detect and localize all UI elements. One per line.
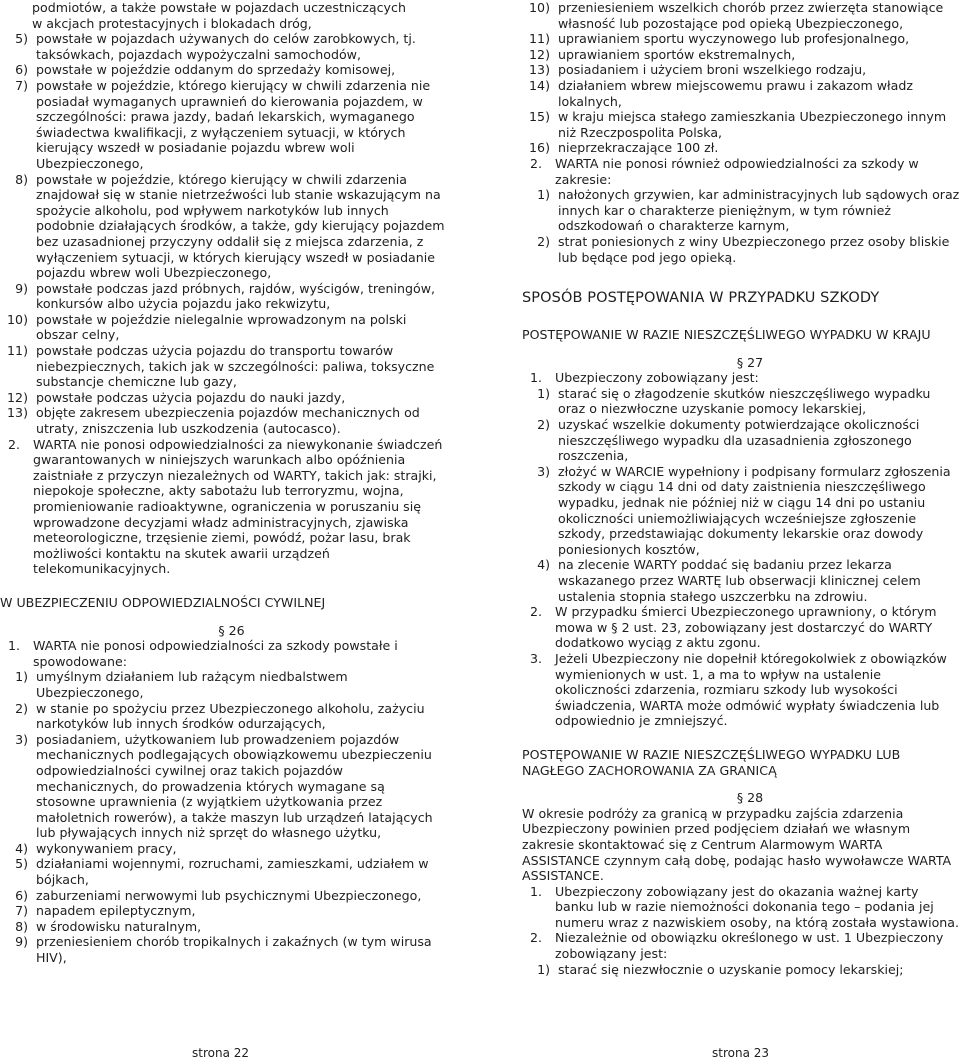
paragraph-2-item [522, 156, 960, 187]
list-item-number: 13) [529, 62, 550, 78]
section-28-intro: W okresie podróży za granicą w przypadku zajścia zdarzenia Ubezpieczony powinien przed podjęciem działań we własnym zakresie skontaktować się z Centrum Alarmowym WARTA ASSISTANCE czynnym całą dobę, podając hasło wywoławcze WARTA ASSISTANCE. [522, 805, 952, 884]
list-item-number: 9) [15, 934, 28, 950]
list-item-number: 6) [15, 62, 28, 78]
list-item-text: złożyć w WARCIE wypełniony i podpisany formularz zgłoszenia szkody w ciągu 14 dni od daty zaistnienia nieszczęśliwego wypadku, jednak nie później niż w ciągu 14 dni po ustaniu okoliczności uniemożliwiających wcześniejsze zgłoszenie szkody, przedstawiając dokumenty lekarskie oraz dowody poniesionych kosztów, [558, 463, 951, 557]
obligations-list-27 [522, 386, 960, 604]
list-item [522, 47, 960, 63]
list-item-number: 2) [537, 233, 550, 249]
section-heading-abroad: POSTĘPOWANIE W RAZIE NIESZCZĘŚLIWEGO WYPADKU LUB NAGŁEGO ZACHOROWANIA ZA GRANICĄ [522, 746, 901, 778]
list-item-number: 9) [15, 280, 28, 296]
list-item-text: objęte zakresem ubezpieczenia pojazdów mechanicznych od utraty, zniszczenia lub uszkodzenia (autocasco). [36, 405, 420, 437]
page-number-left: strona 22 [192, 1046, 250, 1060]
list-item [522, 187, 960, 234]
section-number-26: § 26 [218, 622, 245, 638]
list-item [522, 234, 960, 265]
list-item-number: 14) [529, 77, 550, 93]
page-22-column [0, 0, 445, 966]
section-heading-domestic: POSTĘPOWANIE W RAZIE NIESZCZĘŚLIWEGO WYPADKU W KRAJU [522, 327, 931, 343]
paragraph-1-item [0, 638, 445, 669]
paragraph-text: Jeżeli Ubezpieczony nie dopełnił któregokolwiek z obowiązków wymienionych w ust. 1, a ma to wpływ na ustalenie okoliczności zdarzenia, rozmiaru szkody lub wysokości świadczenia, WARTA może odmówić wypłaty świadczenia lub odpowiednio je zmniejszyć. [555, 650, 947, 729]
list-item-text: powstałe w pojeździe, którego kierujący w chwili zdarzenia nie posiadał wymaganych uprawnień do kierowania pojazdem, w szczególności: prawa jazdy, badań lekarskich, wymaganego świadectwa kwalifikacji, z wyłączeniem sytuacji, w których kierujący wszedł w posiadanie pojazdu wbrew woli Ubezpieczonego, [36, 77, 431, 171]
list-item-number: 15) [529, 109, 550, 125]
list-item [522, 417, 960, 464]
list-item-text: nieprzekraczające 100 zł. [558, 140, 719, 156]
paragraph-text: WARTA nie ponosi odpowiedzialności za szkody powstałe i spowodowane: [33, 638, 398, 669]
section-number-27: § 27 [736, 354, 764, 370]
list-item-number: 1) [537, 961, 550, 977]
list-item-number: 13) [7, 405, 28, 421]
list-item-number: 2) [537, 417, 550, 433]
list-item-text: działaniem wbrew miejscowemu prawu i zakazom władz lokalnych, [558, 77, 913, 109]
list-item-text: starać się o złagodzenie skutków nieszczęśliwego wypadku oraz o niezwłoczne uzyskanie pomocy lekarskiej, [558, 385, 931, 417]
list-item [522, 140, 960, 156]
list-item-number: 2) [15, 700, 28, 716]
list-item-text: na zlecenie WARTY poddać się badaniu przez lekarza wskazanego przez WARTĘ lub obserwacji klinicznej celem ustalenia stopnia stałego uszczerbku na zdrowiu. [558, 557, 921, 604]
list-item-text: powstałe w pojeździe nielegalnie wprowadzonym na polski obszar celny, [36, 311, 407, 343]
paragraph-text: WARTA nie ponosi odpowiedzialności za niewykonanie świadczeń gwarantowanych w niniejszych warunkach albo opóźnienia zaistniałe z przyczyn niezależnych od WARTY, takich jak: strajki, niepokoje społeczne, akty sabotażu lub terroryzmu, wojna, promieniowanie radioaktywne, ograniczenia w poruszaniu się wprowadzone decyzjami władz administracyjnych, zjawiska meteorologiczne, trzęsienie ziemi, powódź, pożar lasu, brak możliwości kontaktu na skutek awarii urządzeń telekomunikacyjnych. [33, 436, 443, 577]
exclusions-list-b [0, 669, 445, 965]
list-item [0, 888, 445, 904]
list-item-text: posiadaniem i użyciem broni wszelkiego rodzaju, [558, 62, 867, 78]
list-item [0, 405, 445, 436]
paragraph-1-item [522, 884, 960, 931]
list-item-text: nałożonych grzywien, kar administracyjnych lub sądowych oraz innych kar o charakterze pieniężnym, w tym również odszkodowań o charakterze karnym, [558, 187, 960, 234]
list-item-text: w stanie po spożyciu przez Ubezpieczonego alkoholu, zażyciu narkotyków lub innych środków odurzających, [36, 700, 425, 732]
list-item [0, 919, 445, 935]
list-item [0, 31, 445, 62]
list-item-text: przeniesieniem wszelkich chorób przez zwierzęta stanowiące własność lub pozostające pod opieką Ubezpieczonego, [558, 0, 944, 31]
list-item-text: zaburzeniami nerwowymi lub psychicznymi Ubezpieczonego, [36, 887, 422, 903]
paragraph-2-item [522, 604, 960, 651]
list-item [0, 841, 445, 857]
list-item [0, 701, 445, 732]
list-item-number: 1) [15, 669, 28, 685]
list-item-text: starać się niezwłocznie o uzyskanie pomocy lekarskiej; [558, 961, 904, 977]
list-item [0, 62, 445, 78]
section-number-28: § 28 [736, 790, 764, 806]
paragraph-2-item [0, 437, 445, 577]
list-item-number: 4) [15, 840, 28, 856]
page-23-column [522, 0, 960, 977]
list-item-text: uzyskać wszelkie dokumenty potwierdzające okoliczności nieszczęśliwego wypadku dla uzasadnienia zgłoszonego roszczenia, [558, 417, 920, 464]
list-item [522, 78, 960, 109]
list-item [522, 386, 960, 417]
list-item [522, 557, 960, 604]
list-item-text: powstałe w pojeździe oddanym do sprzedaży komisowej, [36, 62, 396, 78]
paragraph-number: 1. [529, 883, 542, 899]
paragraph-text: Ubezpieczony zobowiązany jest: [555, 370, 759, 386]
list-item-number: 16) [529, 140, 550, 156]
paragraph-number: 3. [529, 650, 542, 666]
paragraph-text: Niezależnie od obowiązku określonego w ust. 1 Ubezpieczony zobowiązany jest: [555, 930, 944, 962]
intro-line-2: w akcjach protestacyjnych i blokadach dróg, [32, 15, 312, 31]
exclusions-list-a [0, 31, 445, 436]
paragraph-1-item [522, 370, 960, 386]
list-item-text: umyślnym działaniem lub rażącym niedbalstwem Ubezpieczonego, [36, 669, 348, 700]
list-item-text: napadem epileptycznym, [36, 903, 196, 919]
list-item [0, 669, 445, 700]
list-item-number: 7) [15, 903, 28, 919]
list-item-text: posiadaniem, użytkowaniem lub prowadzeniem pojazdów mechanicznych podlegających obowiązkowemu ubezpieczeniu odpowiedzialności cywilnej oraz takich pojazdów mechanicznych, do prowadzenia których wymagane są stosowne uprawnienia (z wyjątkiem użytkowania przez małoletnich rowerów), a także maszyn lub urządzeń latających lub pływających innych niż sprzęt do własnego użytku, [36, 731, 433, 841]
list-item-number: 5) [15, 856, 28, 872]
list-item-text: w kraju miejsca stałego zamieszkania Ubezpieczonego innym niż Rzeczpospolita Polska, [558, 109, 947, 140]
list-item-number: 12) [7, 389, 28, 405]
list-item-number: 10) [529, 0, 550, 15]
list-item-number: 11) [7, 343, 28, 359]
list-item [0, 903, 445, 919]
list-item-text: uprawianiem sportu wyczynowego lub profesjonalnego, [558, 31, 910, 47]
list-item-number: 8) [15, 918, 28, 934]
list-item-text: w środowisku naturalnym, [36, 918, 202, 934]
paragraph-number: 1. [7, 638, 20, 654]
list-item-number: 3) [537, 463, 550, 479]
paragraph-2-item [522, 930, 960, 961]
paragraph-number: 2. [7, 436, 20, 452]
list-item-text: wykonywaniem pracy, [36, 840, 177, 856]
paragraph-3-item [522, 651, 960, 729]
list-item [0, 281, 445, 312]
list-item-text: przeniesieniem chorób tropikalnych i zakaźnych (w tym wirusa HIV), [36, 934, 432, 966]
list-item [522, 0, 960, 31]
list-item [522, 62, 960, 78]
list-item-text: powstałe podczas użycia pojazdu do nauki jazdy, [36, 389, 346, 405]
paragraph-number: 1. [529, 370, 542, 386]
paragraph-number: 2. [529, 604, 542, 620]
chapter-title: SPOSÓB POSTĘPOWANIA W PRZYPADKU SZKODY [522, 290, 880, 307]
list-item-number: 1) [537, 385, 550, 401]
list-item [522, 962, 960, 978]
list-item-number: 10) [7, 311, 28, 327]
list-item-number: 8) [15, 171, 28, 187]
list-item-number: 11) [529, 31, 550, 47]
list-item-number: 7) [15, 77, 28, 93]
list-item [0, 78, 445, 172]
section-heading-oc: W UBEZPIECZENIU ODPOWIEDZIALNOŚCI CYWILNEJ [0, 594, 326, 610]
paragraph-text: W przypadku śmierci Ubezpieczonego uprawniony, o którym mowa w § 2 ust. 23, zobowiązany jest dostarczyć do WARTY dodatkowo wyciąg z aktu zgonu. [555, 604, 937, 651]
list-item [0, 856, 445, 887]
list-item [0, 343, 445, 390]
paragraph-text: WARTA nie ponosi również odpowiedzialności za szkody w zakresie: [555, 155, 919, 187]
list-item [0, 934, 445, 965]
page-number-right: strona 23 [712, 1046, 770, 1060]
list-item-text: strat poniesionych z winy Ubezpieczonego przez osoby bliskie lub będące pod jego opieką. [558, 233, 950, 265]
exclusions-list-c [522, 0, 960, 156]
exclusions-list-d [522, 187, 960, 265]
list-item [522, 464, 960, 558]
list-item-number: 3) [15, 731, 28, 747]
list-item-text: uprawianiem sportów ekstremalnych, [558, 46, 796, 62]
list-item [0, 172, 445, 281]
list-item [0, 732, 445, 841]
paragraph-number: 2. [529, 155, 542, 171]
list-item [522, 31, 960, 47]
obligations-list-28 [522, 962, 960, 978]
list-item-text: powstałe podczas użycia pojazdu do transportu towarów niebezpiecznych, takich jak w szczególności: paliwa, toksyczne substancje chemiczne lub gazy, [36, 343, 435, 390]
list-item [522, 109, 960, 140]
list-item [0, 390, 445, 406]
intro-line-1: podmiotów, a także powstałe w pojazdach uczestniczących [32, 0, 406, 15]
list-item-number: 1) [537, 187, 550, 203]
list-item-text: powstałe w pojazdach używanych do celów zarobkowych, tj. taksówkach, pojazdach wypożyczalni samochodów, [36, 31, 416, 62]
list-item [0, 312, 445, 343]
list-item-number: 4) [537, 557, 550, 573]
list-item-number: 12) [529, 46, 550, 62]
paragraph-number: 2. [529, 930, 542, 946]
list-item-number: 6) [15, 887, 28, 903]
list-item-text: powstałe podczas jazd próbnych, rajdów, wyścigów, treningów, konkursów albo użycia pojazdu jako rekwizytu, [36, 280, 436, 312]
list-item-number: 5) [15, 31, 28, 47]
paragraph-text: Ubezpieczony zobowiązany jest do okazania ważnej karty banku lub w razie niemożności dokonania tego – podania jej numeru wraz z nazwiskiem osoby, na którą została wystawiona. [555, 883, 960, 930]
list-item-text: powstałe w pojeździe, którego kierujący w chwili zdarzenia znajdował się w stanie nietrzeźwości lub stanie wskazującym na spożycie alkoholu, pod wpływem narkotyków lub innych podobnie działających środków, a także, gdy kierujący pojazdem bez uzasadnionej przyczyny oddalił się z miejsca zdarzenia, z wyłączeniem sytuacji, w których kierujący wszedł w posiadanie pojazdu wbrew woli Ubezpieczonego, [36, 171, 445, 281]
list-item-text: działaniami wojennymi, rozruchami, zamieszkami, udziałem w bójkach, [36, 856, 429, 888]
